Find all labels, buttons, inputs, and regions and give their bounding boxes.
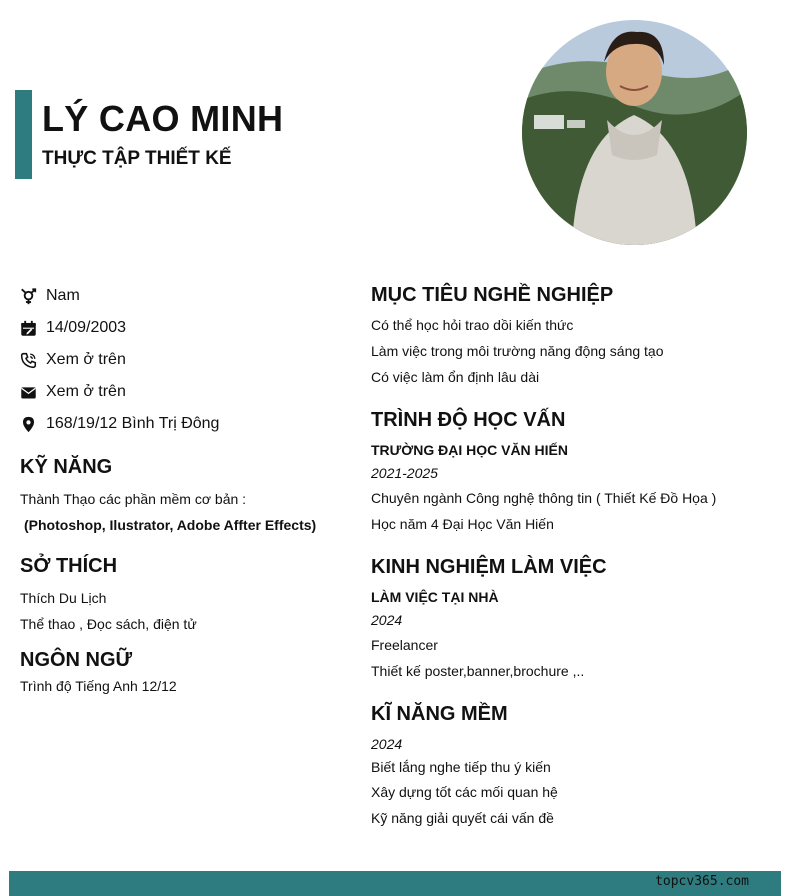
contact-list — [20, 280, 340, 440]
phone-icon — [20, 352, 37, 369]
soft-skill-item: Kỹ năng giải quyết cái vấn đề — [371, 810, 554, 826]
gender-icon — [20, 288, 37, 305]
footer-watermark: topcv365.com — [655, 874, 749, 889]
skills-title: KỸ NĂNG — [20, 456, 113, 478]
contact-text: 168/19/12 Bình Trị Đông — [46, 415, 220, 432]
hobbies-title: SỞ THÍCH — [20, 555, 118, 577]
education-item: Học năm 4 Đại Học Văn Hiến — [371, 516, 554, 532]
objective-item: Làm việc trong môi trường năng động sáng tạo — [371, 343, 664, 359]
soft-skill-item: Biết lắng nghe tiếp thu ý kiến — [371, 759, 551, 775]
footer-bar — [9, 871, 781, 896]
hobby-item: Thể thao , Đọc sách, điện tử — [20, 616, 197, 632]
soft-skill-item: Xây dựng tốt các mối quan hệ — [371, 784, 558, 800]
education-school: TRƯỜNG ĐẠI HỌC VĂN HIẾN — [371, 442, 569, 458]
languages-title: NGÔN NGỮ — [20, 649, 133, 671]
calendar-icon — [20, 320, 37, 337]
contact-text: 14/09/2003 — [46, 319, 127, 336]
header-accent-bar — [15, 90, 32, 179]
candidate-name: LÝ CAO MINH — [42, 98, 284, 139]
contact-email — [20, 376, 340, 408]
hobby-item: Thích Du Lịch — [20, 590, 107, 606]
experience-place: LÀM VIỆC TẠI NHÀ — [371, 589, 499, 605]
contact-address — [20, 408, 340, 440]
objective-title: MỤC TIÊU NGHỀ NGHIỆP — [371, 284, 614, 306]
soft-skills-title: KĨ NĂNG MỀM — [371, 703, 508, 725]
education-item: Chuyên ngành Công nghệ thông tin ( Thiết Kế Đồ Họa ) — [371, 490, 717, 506]
contact-phone — [20, 344, 340, 376]
skills-line: Thành Thạo các phần mềm cơ bản : — [20, 491, 247, 507]
objective-item: Có thể học hỏi trao dồi kiến thức — [371, 317, 574, 333]
contact-gender — [20, 280, 340, 312]
experience-item: Thiết kế poster,banner,brochure ,.. — [371, 663, 585, 679]
profile-photo — [522, 20, 747, 245]
job-title: THỰC TẬP THIẾT KẾ — [42, 148, 232, 169]
education-title: TRÌNH ĐỘ HỌC VẤN — [371, 409, 566, 431]
experience-year: 2024 — [371, 612, 403, 628]
location-pin-icon — [20, 416, 37, 433]
contact-birthday — [20, 312, 340, 344]
language-item: Trình độ Tiếng Anh 12/12 — [20, 678, 177, 694]
objective-item: Có việc làm ổn định lâu dài — [371, 369, 540, 385]
experience-title: KINH NGHIỆM LÀM VIỆC — [371, 556, 607, 578]
avatar — [522, 20, 747, 245]
soft-skills-year: 2024 — [371, 736, 403, 752]
envelope-icon — [20, 384, 37, 401]
contact-text: Xem ở trên — [46, 383, 126, 400]
skills-software: (Photoshop, Ilustrator, Adobe Affter Effects) — [24, 517, 317, 533]
education-period: 2021-2025 — [371, 465, 438, 481]
contact-text: Nam — [46, 287, 80, 304]
experience-item: Freelancer — [371, 637, 438, 653]
contact-text: Xem ở trên — [46, 351, 126, 368]
